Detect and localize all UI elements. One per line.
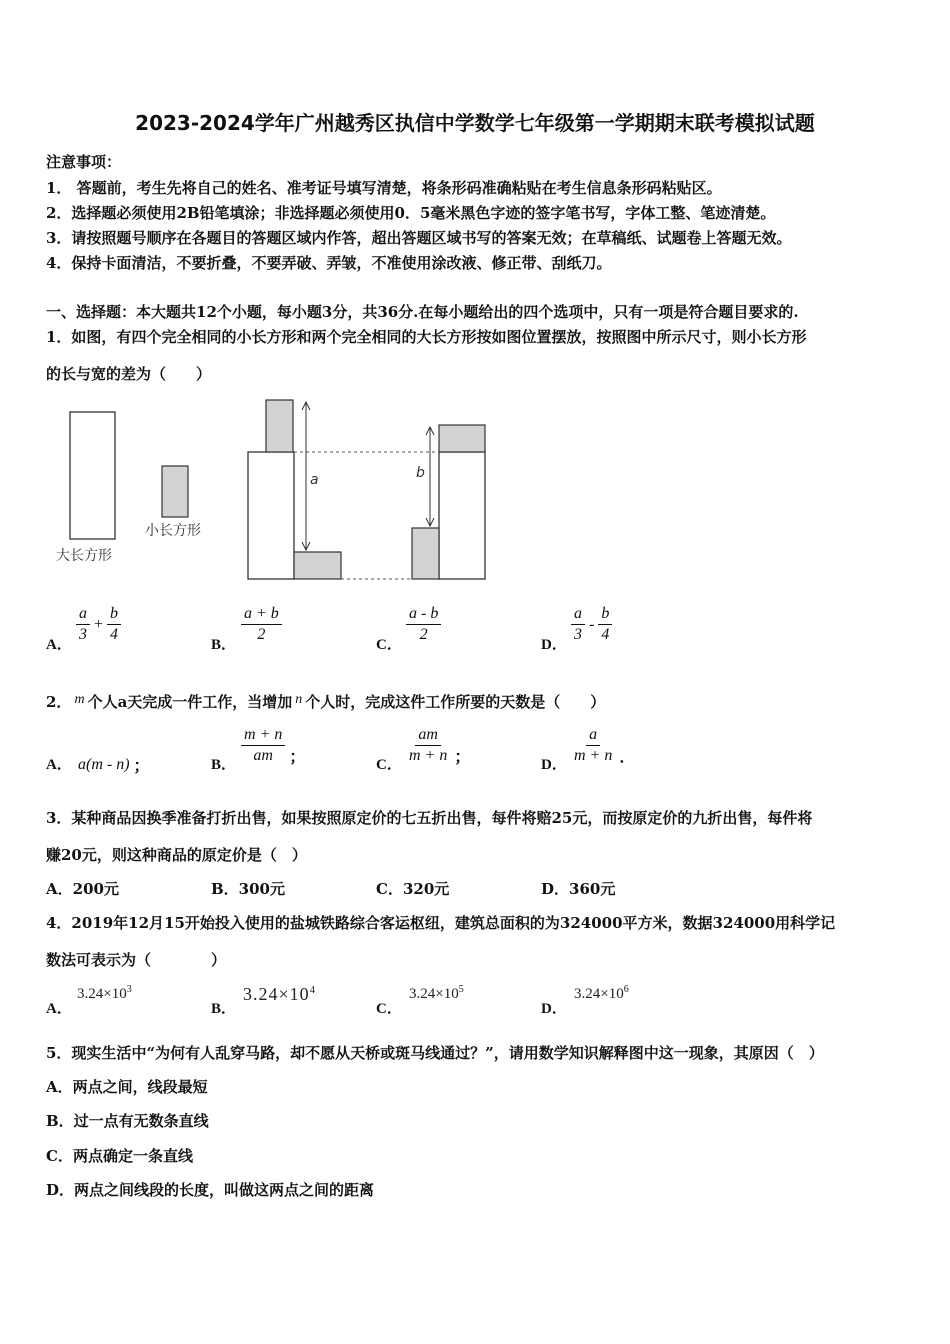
notice-item: 2．选择题必须使用2B铅笔填涂；非选择题必须使用0．5毫米黑色字迹的签字笔书写，字体工整、笔迹清楚。	[46, 204, 776, 222]
question-5-text: 5．现实生活中“为何有人乱穿马路，却不愿从天桥或斑马线通过？”，请用数学知识解释图中这一现象，其原因（ ）	[46, 1044, 824, 1062]
option-label: D．	[541, 637, 567, 653]
option-label: B．	[211, 637, 237, 653]
q1-option-a[interactable]: A． $\frac{a}{3}$ + $\frac{b}{4}$	[46, 600, 196, 660]
big-rectangle-label: 大长方形	[56, 548, 112, 564]
q2-option-c[interactable]: C． $\frac{am}{m + n}$ ；	[376, 726, 471, 773]
q4-option-d[interactable]: D． $3.24\times 10^6$	[541, 984, 629, 1017]
q2-option-b[interactable]: B． $\frac{m + n}{am}$ ；	[211, 726, 306, 773]
small-rectangle	[162, 466, 188, 517]
question-1-text: 1．如图，有四个完全相同的小长方形和两个完全相同的大长方形按如图位置摆放，按照图中所示尺寸，则小长方形	[46, 328, 807, 346]
notice-item: 4．保持卡面清洁，不要折叠，不要弄破、弄皱，不准使用涂改液、修正带、刮纸刀。	[46, 254, 612, 272]
q4-option-c[interactable]: C． $3.24\times 10^5$	[376, 984, 464, 1017]
question-4-text: 4．2019年12月15开始投入使用的盐城铁路综合客运枢纽，建筑总面积的为324000平方米，数据324000用科学记	[46, 914, 836, 932]
q5-option-c[interactable]: C．两点确定一条直线	[46, 1147, 193, 1165]
q3-option-b[interactable]: B．300元	[211, 880, 285, 898]
option-label: D．	[541, 1001, 567, 1017]
q2-option-d[interactable]: D． $\frac{a}{m + n}$ ．	[541, 726, 636, 773]
dimension-a-label: a	[310, 472, 319, 488]
q1-option-d[interactable]: D． $\frac{a}{3}$ - $\frac{b}{4}$	[541, 600, 691, 660]
option-label: B．	[211, 757, 237, 773]
q5-option-a[interactable]: A．两点之间，线段最短	[46, 1078, 208, 1096]
option-label: A．	[46, 637, 72, 653]
small-rectangle-label: 小长方形	[145, 523, 201, 539]
notice-item: 1． 答题前，考生先将自己的姓名、准考证号填写清楚，将条形码准确粘贴在考生信息条形码粘贴区。	[46, 179, 722, 197]
q3-option-d[interactable]: D．360元	[541, 880, 616, 898]
page-title: 2023-2024学年广州越秀区执信中学数学七年级第一学期期末联考模拟试题	[135, 111, 815, 135]
q4-option-b[interactable]: B． $3.24\times 10^4$	[211, 984, 317, 1017]
big-rectangle	[70, 412, 115, 539]
q2-option-a[interactable]: A． a(m - n) ；	[46, 720, 196, 780]
notice-item: 3．请按照题号顺序在各题目的答题区域内作答，超出答题区域书写的答案无效；在草稿纸、试题卷上答题无效。	[46, 229, 792, 247]
q5-option-b[interactable]: B．过一点有无数条直线	[46, 1112, 209, 1130]
question-1-text: 的长与宽的差为（ ）	[46, 365, 212, 383]
notice-heading: 注意事项：	[46, 153, 122, 171]
option-label: D．	[541, 757, 567, 773]
option-label: A．	[46, 1001, 72, 1017]
question-3-text: 3．某种商品因换季准备打折出售，如果按照原定价的七五折出售，每件将赔25元，而按原定价的九折出售，每件将	[46, 809, 813, 827]
q4-option-a[interactable]: A． $3.24\times 10^3$	[46, 984, 132, 1017]
q1-option-b[interactable]: B． $\frac{a + b}{2}$	[211, 600, 361, 660]
dimension-b-label: b	[416, 465, 425, 481]
q5-option-d[interactable]: D．两点之间线段的长度，叫做这两点之间的距离	[46, 1181, 375, 1199]
option-label: C．	[376, 757, 402, 773]
q3-option-a[interactable]: A．200元	[46, 880, 119, 898]
option-label: C．	[376, 637, 402, 653]
option-label: B．	[211, 1001, 237, 1017]
option-label: C．	[376, 1001, 402, 1017]
question-4-text: 数法可表示为（ ）	[46, 951, 227, 969]
q3-option-c[interactable]: C．320元	[376, 880, 450, 898]
q1-option-c[interactable]: C． $\frac{a - b}{2}$	[376, 600, 526, 660]
question-3-text: 赚20元，则这种商品的原定价是（ ）	[46, 846, 307, 864]
option-label: A．	[46, 757, 72, 773]
question-2-text: 2． m 个人a天完成一件工作，当增加 n 个人时，完成这件工作所要的天数是（ ）	[46, 692, 606, 711]
section-heading: 一、选择题：本大题共12个小题，每小题3分，共36分.在每小题给出的四个选项中，只有一项是符合题目要求的.	[46, 303, 799, 321]
